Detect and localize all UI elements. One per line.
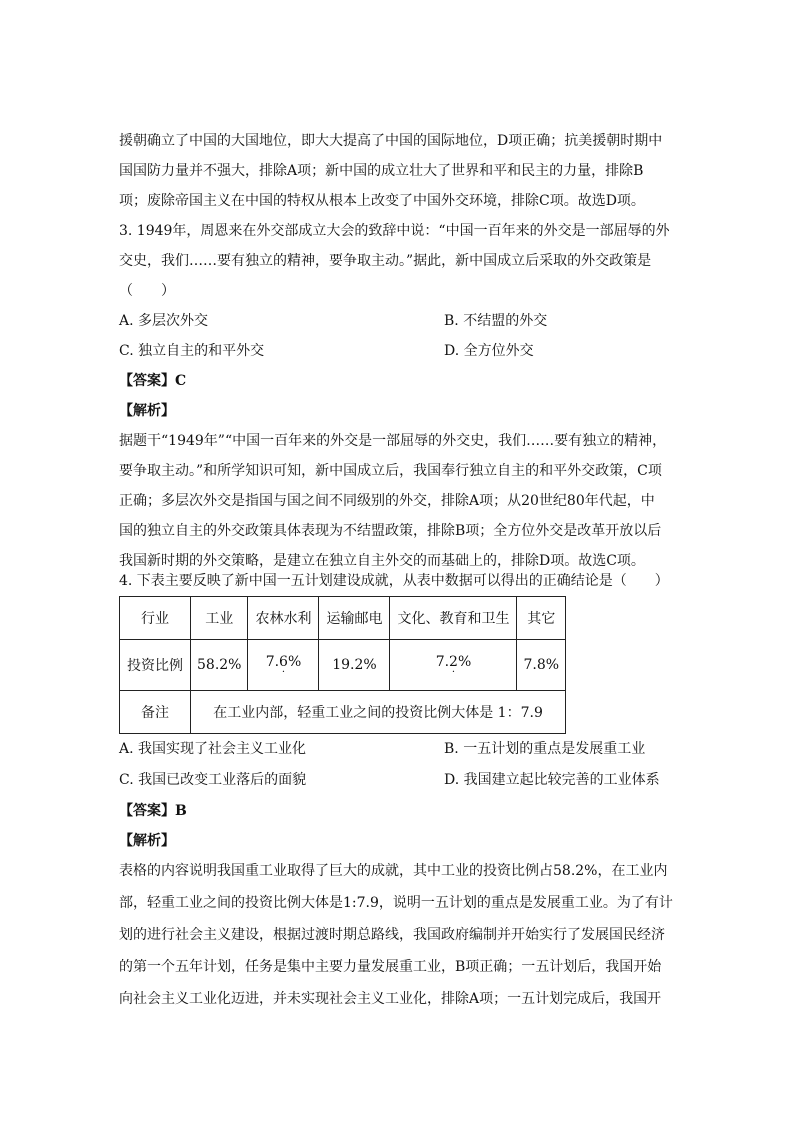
table-cell-value: 7.6% [265, 654, 302, 670]
table-header-cell: 文化、教育和卫生 [390, 597, 517, 640]
table-header-cell: 其它 [517, 597, 566, 640]
question-3-stem-line: 交史，我们……要有独立的精神，要争取主动。”据此，新中国成立后采取的外交政策是 [119, 253, 652, 269]
table-cell: 58.2% [191, 640, 248, 691]
table-header-cell: 工业 [191, 597, 248, 640]
table-cell [390, 640, 517, 691]
table-header-cell: 农林水利 [248, 597, 319, 640]
question-3-option-b: B. 不结盟的外交 [444, 313, 548, 329]
table-note-label: 备注 [120, 691, 191, 734]
question-4-analysis-line: 划的进行社会主义建设，根据过渡时期总路线，我国政府编制并开始实行了发展国民经济 [119, 927, 665, 943]
text-line: 项；废除帝国主义在中国的特权从根本上改变了中国外交环境，排除C项。故选D项。 [119, 193, 645, 209]
question-4-option-b: B. 一五计划的重点是发展重工业 [444, 741, 646, 757]
table-header-cell: 行业 [120, 597, 191, 640]
table-row [120, 640, 566, 691]
question-4-analysis-line: 部，轻重工业之间的投资比例大体是1:7.9，说明一五计划的重点是发展重工业。为了有计 [119, 895, 673, 911]
table-note-row [120, 691, 566, 734]
question-3-analysis-line: 正确；多层次外交是指国与国之间不同级别的外交，排除A项；从20世纪80年代起，中 [119, 493, 655, 509]
dot-mark: · [281, 667, 286, 678]
question-4-option-d: D. 我国建立起比较完善的工业体系 [444, 772, 660, 788]
text-line: 国国防力量并不强大，排除A项；新中国的成立壮大了世界和平和民主的力量，排除B [119, 163, 644, 179]
question-3-analysis-line: 要争取主动。”和所学知识可知，新中国成立后，我国奉行独立自主的和平外交政策，C项 [119, 463, 662, 479]
question-4-analysis-line: 的第一个五年计划，任务是集中主要力量发展重工业，B项正确；一五计划后，我国开始 [119, 959, 662, 975]
question-3-analysis-line: 国的独立自主的外交政策具体表现为不结盟政策，排除B项；全方位外交是改革开放以后 [119, 523, 662, 539]
table-cell: 7.8% [517, 640, 566, 691]
question-4-stem: 4. 下表主要反映了新中国一五计划建设成就，从表中数据可以得出的正确结论是（ ） [119, 573, 669, 589]
table-header-row [120, 597, 566, 640]
question-4-answer: 【答案】B [119, 803, 187, 819]
question-4-analysis-label: 【解析】 [119, 833, 175, 849]
table-header-cell: 运输邮电 [319, 597, 390, 640]
question-3-option-d: D. 全方位外交 [444, 343, 534, 359]
question-3-analysis-line: 我国新时期的外交策略，是建立在独立自主外交的而基础上的，排除D项。故选C项。 [119, 553, 645, 569]
question-4-option-a: A. 我国实现了社会主义工业化 [119, 741, 307, 757]
question-4-analysis-line: 向社会主义工业化迈进，并未实现社会主义工业化，排除A项；一五计划完成后，我国开 [119, 991, 662, 1007]
question-3-option-c: C. 独立自主的和平外交 [119, 343, 265, 359]
table-cell-value: 7.2% [435, 654, 472, 670]
question-3-option-a: A. 多层次外交 [119, 313, 209, 329]
question-3-stem-line: （ ） [119, 283, 175, 299]
table-cell: 19.2% [319, 640, 390, 691]
text-line: 援朝确立了中国的大国地位，即大大提高了中国的国际地位，D项正确；抗美援朝时期中 [119, 133, 663, 149]
question-3-analysis-line: 据题干“1949年”“中国一百年来的外交是一部屈辱的外交史，我们……要有独立的精神， [119, 433, 667, 449]
question-4-analysis-line: 表格的内容说明我国重工业取得了巨大的成就，其中工业的投资比例占58.2%，在工业内 [119, 863, 668, 879]
question-3-stem-line: 3. 1949年，周恩来在外交部成立大会的致辞中说：“中国一百年来的外交是一部屈辱的外 [119, 223, 670, 239]
question-4-option-c: C. 我国已改变工业落后的面貌 [119, 772, 307, 788]
table-note: 在工业内部，轻重工业之间的投资比例大体是 1：7.9 [191, 691, 566, 734]
table-cell [248, 640, 319, 691]
table-row-label: 投资比例 [120, 640, 191, 691]
question-3-answer: 【答案】C [119, 373, 187, 389]
question-3-analysis-label: 【解析】 [119, 403, 175, 419]
dot-mark: · [451, 667, 456, 678]
investment-table [119, 596, 566, 734]
